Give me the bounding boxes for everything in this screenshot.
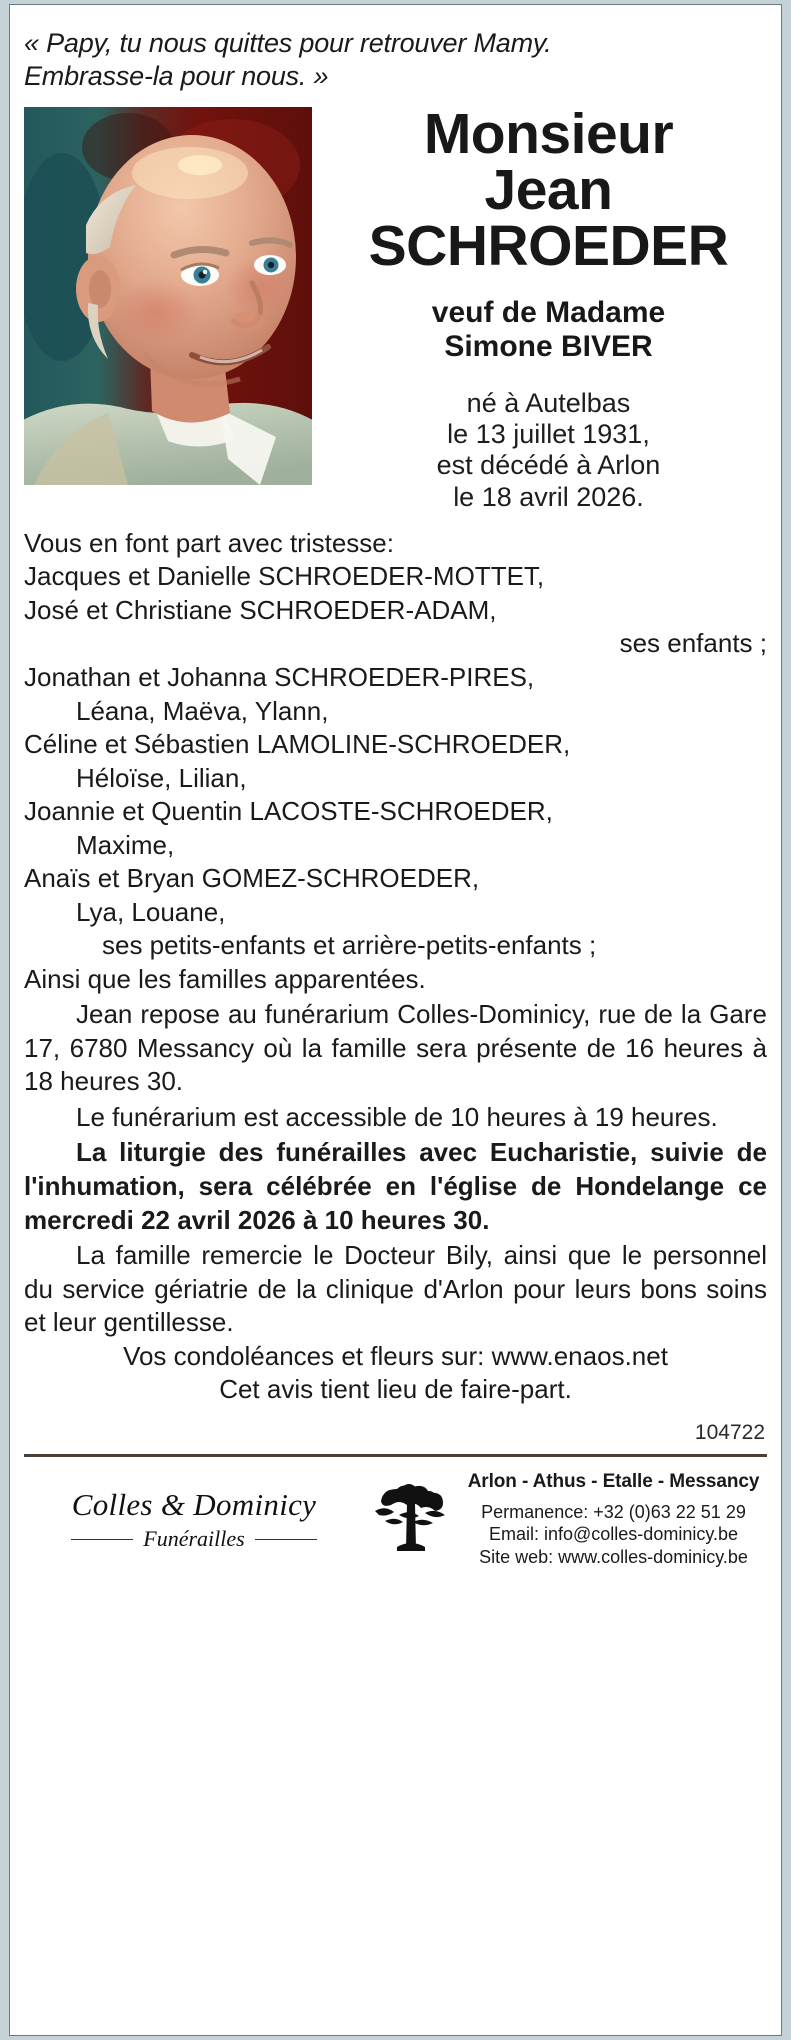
family-line: Anaïs et Bryan GOMEZ-SCHROEDER, [24,863,480,894]
family-line: Ainsi que les familles apparentées. [24,963,426,994]
divider-right [255,1539,317,1540]
portrait-photo [24,107,312,485]
condolences-line: Vos condoléances et fleurs sur: www.enaos.net [123,1340,668,1371]
spouse-line-2: Simone BIVER [444,330,653,364]
birth-death-info [330,388,767,513]
announcement-intro: Vous en font part avec tristesse: [24,527,394,558]
announcement-body [24,527,767,1446]
funeral-home-subtitle-row [24,1526,364,1552]
tree-logo-icon [369,1477,455,1563]
family-line: Léana, Maëva, Ylann, [76,695,329,726]
family-line: Maxime, [76,829,175,860]
notice-header [24,101,767,513]
notice-content [10,5,781,2035]
paragraph-liturgy: La liturgie des funérailles avec Eucharistie, suivie de l'inhumation, sera célébrée en l'église de Hondelange ce mercredi 22 avril 2026 à 10 heures 30. [24,1137,767,1235]
tree-logo [364,1477,460,1563]
family-line: Jacques et Danielle SCHROEDER-MOTTET, [24,561,545,592]
family-line: ses enfants ; [619,628,767,659]
funeral-home-name: Colles & Dominicy [71,1487,317,1523]
service-cities: Arlon - Athus - Etalle - Messancy [467,1470,760,1492]
epitaph-quote [24,5,767,93]
portrait-illustration [24,107,312,485]
family-line: Joannie et Quentin LACOSTE-SCHROEDER, [24,796,553,827]
paragraph-access: Le funérarium est accessible de 10 heures à 19 heures. [76,1101,718,1132]
paragraph-thanks: La famille remercie le Docteur Bily, ainsi que le personnel du service gériatrie de la clinique d'Arlon pour leurs bons soins et leur gentillesse. [24,1240,767,1338]
epitaph-line-2: Embrasse-la pour nous. » [24,60,329,91]
name-block [312,101,767,513]
family-line: Lya, Louane, [76,896,226,927]
family-list [24,560,767,996]
website-line[interactable]: Site web: www.colles-dominicy.be [479,1547,748,1568]
footer [24,1457,767,1569]
last-name: SCHROEDER [368,213,729,278]
first-name: Jean [484,157,613,222]
email-line[interactable]: Email: info@colles-dominicy.be [488,1524,739,1545]
contact-lines [460,1501,767,1569]
faire-part-line: Cet avis tient lieu de faire-part. [219,1374,572,1405]
family-line: ses petits-enfants et arrière-petits-enfants ; [102,930,597,961]
spouse-info [330,296,767,363]
phone-line[interactable]: Permanence: +32 (0)63 22 51 29 [481,1501,746,1522]
birth-place: né à Autelbas [466,387,631,418]
funeral-home-subtitle: Funérailles [143,1526,245,1552]
death-place: est décédé à Arlon [436,450,661,481]
death-date: le 18 avril 2026. [453,481,644,512]
divider-left [71,1539,133,1540]
funeral-home-contact [460,1471,767,1569]
family-line: Héloïse, Lilian, [76,762,247,793]
funeral-home-brand [24,1487,364,1552]
family-line: José et Christiane SCHROEDER-ADAM, [24,594,497,625]
birth-date: le 13 juillet 1931, [447,418,650,449]
honorific: Monsieur [423,101,674,166]
family-line: Céline et Sébastien LAMOLINE-SCHROEDER, [24,729,571,760]
spouse-line-1: veuf de Madame [431,296,666,330]
paragraph-funerarium: Jean repose au funérarium Colles-Dominicy, rue de la Gare 17, 6780 Messancy où la famille sera présente de 16 heures à 18 heures 30. [24,999,767,1097]
epitaph-line-1: « Papy, tu nous quittes pour retrouver Mamy. [24,28,552,58]
family-line: Jonathan et Johanna SCHROEDER-PIRES, [24,662,535,693]
reference-number: 104722 [694,1420,765,1444]
